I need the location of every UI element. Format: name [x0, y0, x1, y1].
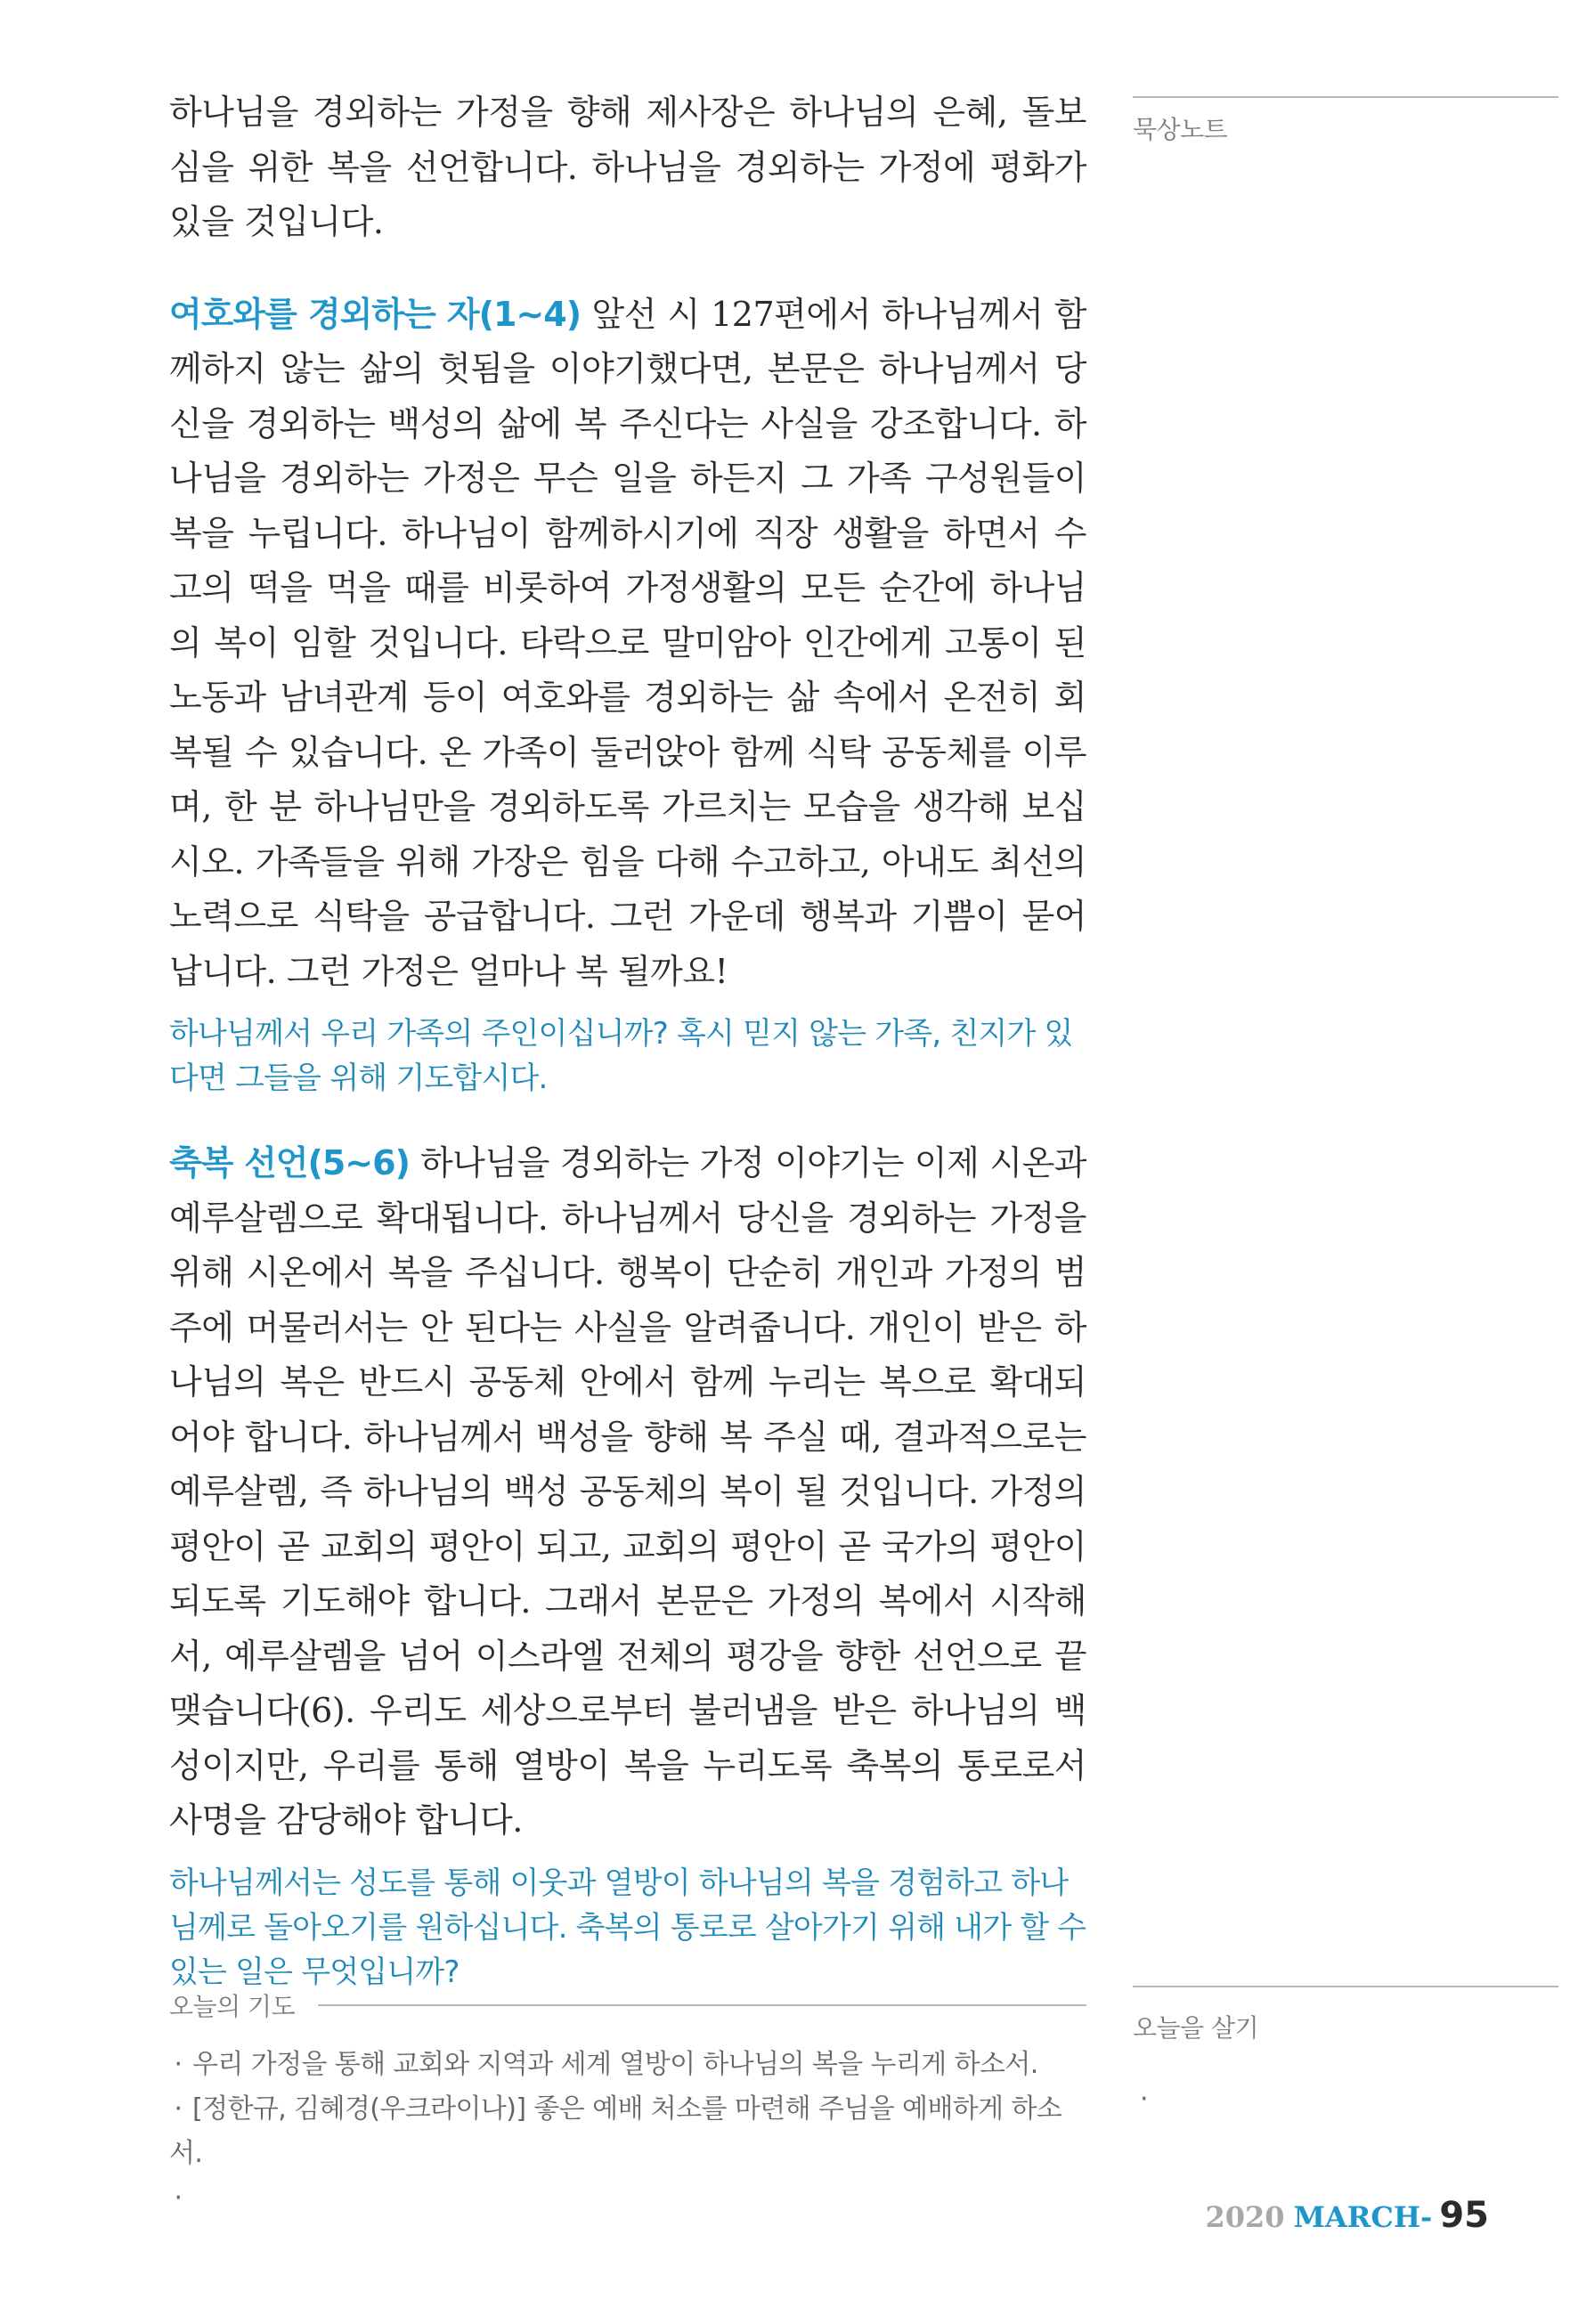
section-2-question: 하나님께서는 성도를 통해 이웃과 열방이 하나님의 복을 경험하고 하나님께로 돌아오기를 원하십니다. 축복의 통로로 살아가기 위해 내가 할 수 있는 일은 무엇입니까? [169, 1865, 1086, 1990]
bullet-icon: · [174, 2093, 183, 2125]
prayer-item-text: 우리 가정을 통해 교회와 지역과 세계 열방이 하나님의 복을 누리게 하소서. [192, 2049, 1038, 2080]
section-1-paragraph [169, 288, 1086, 1000]
todays-prayer-title: 오늘의 기도 [169, 1992, 296, 2021]
section-1-question: 하나님께서 우리 가족의 주인이십니까? 혹시 믿지 않는 가족, 친지가 있다면 그들을 위해 기도합시다. [169, 1016, 1073, 1096]
footer-dash: - [1420, 2200, 1433, 2234]
today-living-rule [1133, 1986, 1558, 1987]
intro-paragraph: 하나님을 경외하는 가정을 향해 제사장은 하나님의 은혜, 돌보심을 위한 복을 선언합니다. 하나님을 경외하는 가정에 평화가 있을 것입니다. [169, 93, 1086, 241]
prayer-item-text: [정한규, 김혜경(우크라이나)] 좋은 예배 처소를 마련해 주님을 예배하게 하소서. [169, 2093, 1062, 2169]
footer-month: MARCH [1293, 2200, 1421, 2234]
meditation-note-label: 묵상노트 [1133, 115, 1228, 144]
prayer-list [169, 2043, 1086, 2221]
section-2-paragraph [169, 1136, 1086, 1849]
footer-year: 2020 [1205, 2200, 1285, 2234]
page-number: 95 [1439, 2195, 1489, 2236]
today-living-bullet: · [1140, 2084, 1149, 2115]
bullet-icon: · [174, 2182, 183, 2214]
todays-prayer-header [169, 1987, 1086, 2023]
section-1-body: 앞선 시 127편에서 하나님께서 함께하지 않는 삶의 헛됨을 이야기했다면, 본문은 하나님께서 당신을 경외하는 백성의 삶에 복 주신다는 사실을 강조합니다. 하나님을 경외하는 가정은 무슨 일을 하든지 그 가족 구성원들이 복을 누립니다. 하나님이 함께하시기에 직장 생활을 하면서 수고의 떡을 먹을 때를 비롯하여 가정생활의 모든 순간에 하나님의 복이 임할 것입니다. 타락으로 말미암아 인간에게 고통이 된 노동과 남녀관계 등이 여호와를 경외하는 삶 속에서 온전히 회복될 수 있습니다. 온 가족이 둘러앉아 함께 식탁 공동체를 이루며, 한 분 하나님만을 경외하도록 가르치는 모습을 생각해 보십시오. 가족들을 위해 가장은 힘을 다해 수고하고, 아내도 최선의 노력으로 식탁을 공급합니다. 그런 가운데 행복과 기쁨이 묻어납니다. 그런 가정은 얼마나 복 될까요! [169, 294, 1086, 991]
prayer-item [169, 2176, 1086, 2221]
section-1-heading: 여호와를 경외하는 자(1~4) [169, 294, 582, 334]
todays-prayer [169, 1987, 1086, 2221]
prayer-item [169, 2043, 1086, 2087]
bullet-icon: · [174, 2049, 183, 2080]
today-living-label: 오늘을 살기 [1133, 2013, 1259, 2043]
main-content [169, 85, 1086, 2030]
prayer-item [169, 2087, 1086, 2176]
todays-prayer-rule [318, 2004, 1086, 2006]
section-2-body: 하나님을 경외하는 가정 이야기는 이제 시온과 예루살렘으로 확대됩니다. 하나님께서 당신을 경외하는 가정을 위해 시온에서 복을 주십니다. 행복이 단순히 개인과 가정의 범주에 머물러서는 안 된다는 사실을 알려줍니다. 개인이 받은 하나님의 복은 반드시 공동체 안에서 함께 누리는 복으로 확대되어야 합니다. 하나님께서 백성을 향해 복 주실 때, 결과적으로는 예루살렘, 즉 하나님의 백성 공동체의 복이 될 것입니다. 가정의 평안이 곧 교회의 평안이 되고, 교회의 평안이 곧 국가의 평안이 되도록 기도해야 합니다. 그래서 본문은 가정의 복에서 시작해서, 예루살렘을 넘어 이스라엘 전체의 평강을 향한 선언으로 끝맺습니다(6). 우리도 세상으로부터 불러냄을 받은 하나님의 백성이지만, 우리를 통해 열방이 복을 누리도록 축복의 통로로서 사명을 감당해야 합니다. [169, 1143, 1086, 1840]
meditation-note-rule [1133, 96, 1558, 98]
page-footer [1205, 2195, 1489, 2236]
section-2-heading: 축복 선언(5~6) [169, 1143, 410, 1182]
